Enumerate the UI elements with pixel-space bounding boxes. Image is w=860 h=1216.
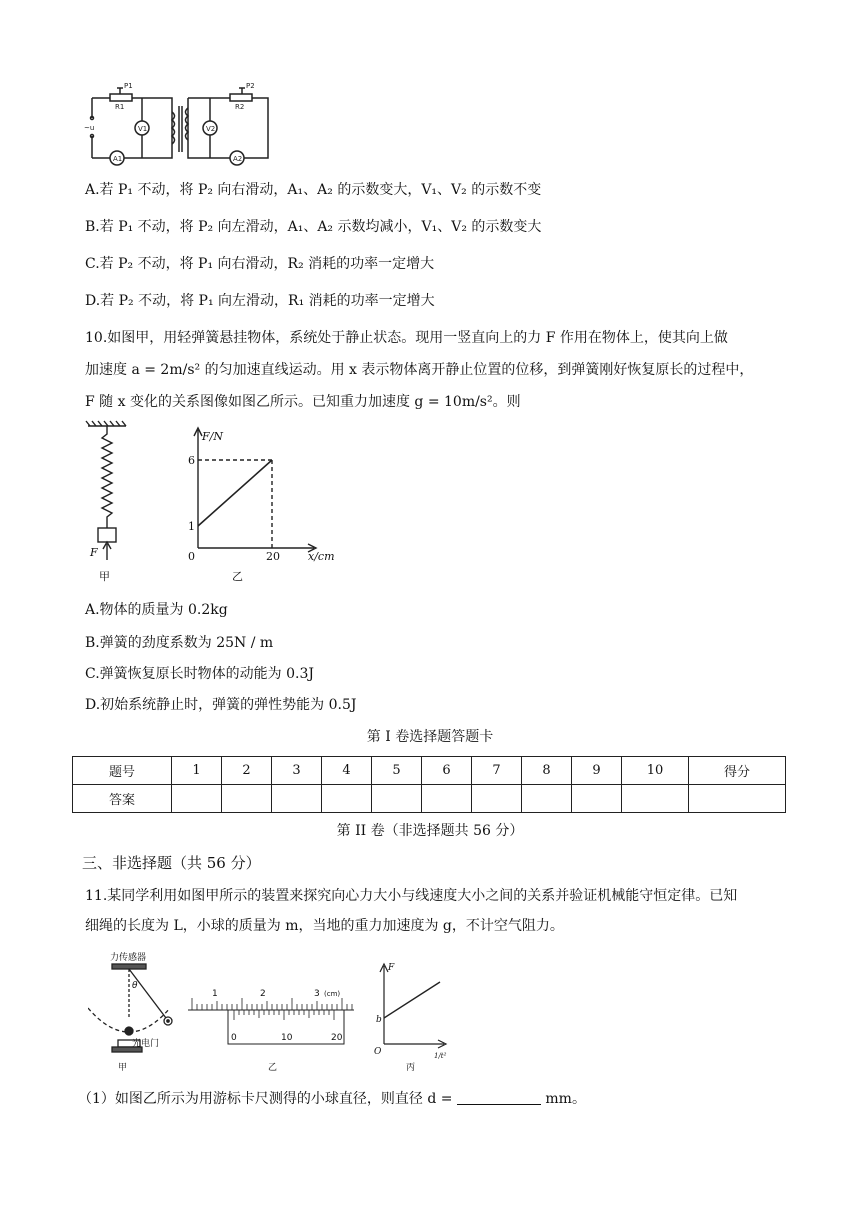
- header-cell: 1: [172, 757, 222, 785]
- bing-ylabel: F: [388, 963, 395, 973]
- header-cell: 5: [372, 757, 422, 785]
- q10-option-b: B.弹簧的劲度系数为 25N / m: [85, 635, 274, 651]
- graph-xtick-20: 20: [266, 550, 280, 563]
- vernier-tick-20: 20: [331, 1033, 343, 1043]
- answer-cell[interactable]: [522, 785, 572, 813]
- graph-line: [198, 460, 272, 526]
- section-heading: 三、非选择题（共 56 分）: [82, 854, 261, 872]
- spring-force-figure: [82, 420, 352, 585]
- label-p1: P1: [124, 82, 133, 90]
- header-cell: 6: [422, 757, 472, 785]
- label-a1: A1: [113, 155, 123, 163]
- score-cell[interactable]: [689, 785, 786, 813]
- part2-title: 第 II 卷（非选择题共 56 分）: [336, 823, 524, 839]
- q10-option-c: C.弹簧恢复原长时物体的动能为 0.3J: [85, 666, 314, 682]
- label-r2: R2: [235, 103, 245, 111]
- force-label: F: [90, 546, 98, 559]
- caption-jia-11: 甲: [118, 1063, 128, 1073]
- answer-card-header-row: [73, 757, 786, 785]
- graph-ytick-1: 1: [188, 520, 195, 533]
- header-cell: 2: [222, 757, 272, 785]
- q11-stem-line1: 11.某同学利用如图甲所示的装置来探究向心力大小与线速度大小之间的关系并验证机械能守恒定律。已知: [85, 888, 738, 904]
- vernier-tick-10: 10: [281, 1033, 293, 1043]
- main-tick-1: 1: [212, 989, 218, 999]
- bing-xlabel: 1/t²: [434, 1052, 447, 1060]
- header-cell: 得分: [689, 757, 786, 785]
- header-cell: 4: [322, 757, 372, 785]
- answer-cell[interactable]: [222, 785, 272, 813]
- graph-ytick-6: 6: [188, 454, 195, 467]
- answer-cell[interactable]: [472, 785, 522, 813]
- angle-label: θ: [132, 981, 138, 991]
- header-cell: 9: [572, 757, 622, 785]
- sensor-label: 力传感器: [110, 953, 147, 963]
- caption-yi: 乙: [232, 570, 243, 583]
- answer-row-label: 答案: [73, 785, 172, 813]
- answer-cell[interactable]: [172, 785, 222, 813]
- label-r1: R1: [115, 103, 125, 111]
- vernier-tick-0: 0: [231, 1033, 237, 1043]
- q9-option-a: A.若 P₁ 不动，将 P₂ 向右滑动，A₁、A₂ 的示数变大，V₁、V₂ 的示数不变: [85, 182, 542, 198]
- caption-bing: 丙: [406, 1063, 416, 1073]
- q9-option-d: D.若 P₂ 不动，将 P₁ 向左滑动，R₁ 消耗的功率一定增大: [85, 293, 435, 309]
- header-cell: 3: [272, 757, 322, 785]
- label-u: ~u: [84, 124, 95, 132]
- main-unit: (cm): [324, 990, 341, 998]
- label-v2: V2: [206, 125, 216, 133]
- graph-origin: 0: [188, 550, 195, 563]
- label-v1: V1: [138, 125, 148, 133]
- q11-stem-line2: 细绳的长度为 L，小球的质量为 m，当地的重力加速度为 g，不计空气阻力。: [85, 918, 564, 934]
- header-cell: 题号: [73, 757, 172, 785]
- main-scale-ticks: [192, 998, 352, 1010]
- header-cell: 8: [522, 757, 572, 785]
- answer-card-title: 第 I 卷选择题答题卡: [366, 729, 494, 745]
- answer-card-answer-row: [73, 785, 786, 813]
- answer-card-table: [72, 756, 786, 813]
- answer-cell[interactable]: [622, 785, 689, 813]
- q10-option-a: A.物体的质量为 0.2kg: [85, 602, 228, 618]
- answer-cell[interactable]: [372, 785, 422, 813]
- q10-stem-line1: 10.如图甲，用轻弹簧悬挂物体，系统处于静止状态。现用一竖直向上的力 F 作用在物体上，使其向上做: [85, 330, 728, 346]
- header-cell: 7: [472, 757, 522, 785]
- q10-stem-line3: F 随 x 变化的关系图像如图乙所示。已知重力加速度 g = 10m/s²。则: [85, 394, 521, 410]
- answer-cell[interactable]: [272, 785, 322, 813]
- gate-label: 光电门: [132, 1039, 160, 1049]
- graph-xlabel: x/cm: [308, 550, 335, 563]
- main-tick-2: 2: [260, 989, 266, 999]
- circuit-diagram: [82, 78, 272, 170]
- label-p2: P2: [246, 82, 255, 90]
- graph-ylabel: F/N: [202, 430, 223, 443]
- q11-sub1: [78, 1089, 586, 1109]
- q11-figures: [88, 948, 458, 1074]
- answer-cell[interactable]: [322, 785, 372, 813]
- caption-yi-11: 乙: [268, 1063, 278, 1073]
- q11-sub1-suffix: mm。: [545, 1091, 586, 1107]
- label-a2: A2: [233, 155, 243, 163]
- answer-cell[interactable]: [572, 785, 622, 813]
- main-tick-3: 3: [314, 989, 320, 999]
- bing-origin: O: [374, 1047, 382, 1057]
- bing-intercept: b: [376, 1015, 382, 1025]
- q10-stem-line2: 加速度 a = 2m/s² 的匀加速直线运动。用 x 表示物体离开静止位置的位移，到弹簧刚好恢复原长的过程中，: [85, 362, 754, 378]
- header-cell: 10: [622, 757, 689, 785]
- q11-sub1-prefix: （1）如图乙所示为用游标卡尺测得的小球直径，则直径 d =: [78, 1091, 453, 1107]
- q9-option-c: C.若 P₂ 不动，将 P₁ 向右滑动，R₂ 消耗的功率一定增大: [85, 256, 435, 272]
- q9-option-b: B.若 P₁ 不动，将 P₂ 向左滑动，A₁、A₂ 示数均减小，V₁、V₂ 的示数变大: [85, 219, 542, 235]
- bing-line: [384, 982, 440, 1018]
- answer-blank[interactable]: [457, 1090, 541, 1105]
- answer-cell[interactable]: [422, 785, 472, 813]
- caption-jia: 甲: [99, 570, 110, 583]
- q10-option-d: D.初始系统静止时，弹簧的弹性势能为 0.5J: [85, 697, 357, 713]
